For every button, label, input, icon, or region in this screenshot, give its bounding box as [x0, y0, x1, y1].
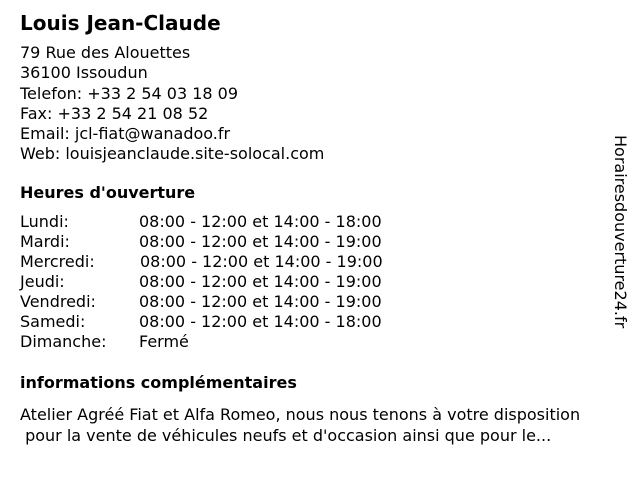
day-label: Mardi: [20, 232, 70, 251]
hours-row-thursday [20, 272, 440, 292]
description-line: Atelier Agréé Fiat et Alfa Romeo, nous nous tenons à votre disposition [20, 405, 581, 424]
business-name: Louis Jean-Claude [20, 11, 221, 35]
address-city: 36100 Issoudun [20, 63, 148, 83]
address-street: 79 Rue des Alouettes [20, 43, 191, 62]
day-label: Vendredi: [20, 292, 96, 311]
time-range: 08:00 - 12:00 et 14:00 - 18:00 [139, 212, 382, 231]
contact-block [20, 43, 324, 165]
watermark-text: Horairesdouverture24.fr [611, 135, 630, 329]
opening-hours-list [20, 212, 440, 352]
time-range: 08:00 - 12:00 et 14:00 - 18:00 [139, 312, 382, 331]
day-label: Mercredi: [20, 252, 95, 271]
hours-row-saturday [20, 312, 440, 332]
hours-row-tuesday [20, 232, 440, 252]
hours-row-friday [20, 292, 440, 312]
phone-number: Telefon: +33 2 54 03 18 09 [20, 83, 239, 103]
hours-row-monday [20, 212, 440, 232]
hours-row-sunday [20, 332, 440, 352]
day-label: Dimanche: [20, 332, 107, 351]
day-label: Lundi: [20, 212, 69, 231]
time-range: Fermé [139, 332, 189, 351]
time-range: 08:00 - 12:00 et 14:00 - 19:00 [139, 272, 382, 291]
website: Web: louisjeanclaude.site-solocal.com [20, 144, 325, 164]
time-range: 08:00 - 12:00 et 14:00 - 19:00 [140, 252, 383, 271]
fax-number: Fax: +33 2 54 21 08 52 [20, 103, 209, 123]
hours-row-wednesday [20, 252, 440, 272]
time-range: 08:00 - 12:00 et 14:00 - 19:00 [139, 232, 382, 251]
site-watermark [610, 135, 630, 345]
opening-hours-title: Heures d'ouverture [20, 183, 196, 202]
day-label: Samedi: [20, 312, 86, 331]
day-label: Jeudi: [20, 272, 65, 291]
email-address: Email: jcl-fiat@wanadoo.fr [20, 124, 231, 144]
additional-info-text [20, 404, 632, 446]
time-range: 08:00 - 12:00 et 14:00 - 19:00 [139, 292, 382, 311]
additional-info-title: informations complémentaires [20, 373, 297, 392]
description-line: pour la vente de véhicules neufs et d'occasion ainsi que pour le... [20, 426, 552, 445]
